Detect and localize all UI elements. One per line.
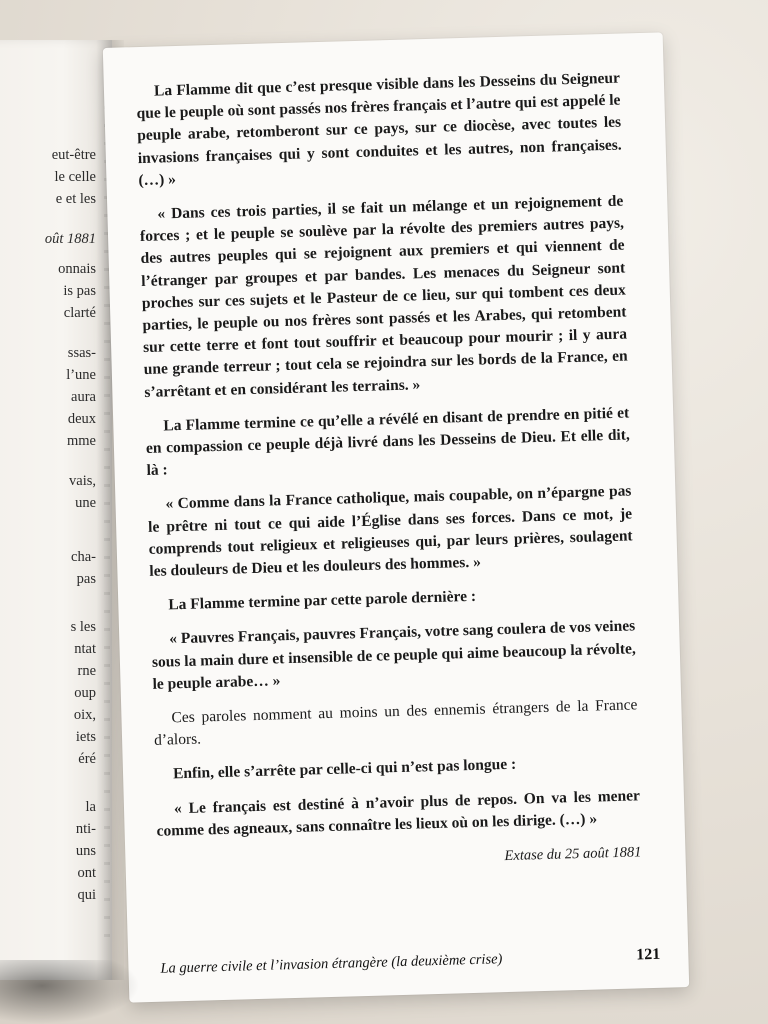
left-page-fragment: l’une (66, 367, 96, 383)
left-page-fragment: oup (74, 685, 96, 701)
paragraph: « Comme dans la France catholique, mais coupable, on n’épargne pas le prêtre ni tout ce qui aide l’Église dans ses forces. Dans ce mot, je comprends tout religieux et religieuses qui, par leurs prières, soulagent les douleurs de Dieu et les douleurs des hommes. » (147, 482, 633, 580)
paragraph: Ces paroles nomment au moins un des ennemis étrangers de la France d’alors. (153, 696, 638, 750)
paragraph: La Flamme termine ce qu’elle a révélé en disant de prendre en pitié et en compassion ce peuple déjà livré dans les Desseins de Dieu. Et elle dit, là : (145, 404, 631, 480)
left-page-fragment: ssas- (67, 345, 96, 361)
paragraph: La Flamme termine par cette parole dernière : (168, 588, 477, 614)
left-page-fragment: une (75, 495, 96, 511)
left-page-fragment: pas (76, 571, 96, 587)
left-page-fragment: is pas (63, 283, 96, 299)
left-page-fragment: oix, (73, 707, 96, 723)
left-page-fragment: uns (75, 843, 96, 859)
left-page-fragment: eut-être (51, 147, 96, 163)
running-title: La guerre civile et l’invasion étrangère (la deuxième crise) (160, 951, 503, 977)
left-page-fragment: s les (70, 619, 96, 635)
left-page-fragment: deux (67, 411, 96, 427)
paragraph: « Pauvres Français, pauvres Français, votre sang coulera de vos veines sous la main dure et insensible de ce peuple qui aime beaucoup la révolte, le peuple arabe… » (151, 617, 636, 693)
left-page-fragment: onnais (58, 261, 96, 277)
right-page (103, 32, 689, 1002)
paragraph: Enfin, elle s’arrête par celle-ci qui n’est pas longue : (172, 756, 517, 783)
left-page-fragment: e et les (55, 191, 96, 207)
hand-shadow (0, 960, 140, 1024)
left-page-fragment: ntat (74, 641, 96, 657)
left-page-fragment: rne (77, 663, 96, 679)
left-page-fragment: iets (75, 729, 96, 745)
left-page-fragment: oût 1881 (44, 231, 96, 247)
left-page-fragment: le celle (54, 169, 96, 185)
source-citation: Extase du 25 août 1881 (504, 844, 642, 865)
left-page-fragment: ont (77, 865, 96, 881)
left-page-fragment: qui (77, 887, 96, 903)
left-page-fragment: mme (67, 433, 96, 449)
left-page-fragment: clarté (63, 305, 96, 321)
left-page-fragment: nti- (75, 821, 96, 837)
left-page-fragment: vais, (69, 473, 96, 489)
left-page-fragment: aura (71, 389, 96, 405)
paragraph: « Dans ces trois parties, il se fait un mélange et un rejoignement de forces ; et le peuple se soulève par la révolte des premiers autres pays, des autres peuples qui se rejoignent aux premiers et qui viennent de l’étranger par groupes et par bandes. Les menaces du Seigneur sont proches sur ces sujets et le Pasteur de ce lieu, sur qui tombent ces deux parties, le peuple ou nos frères sont passés et les Arabes, qui retombent sur cette terre et font tout souffrir et beaucoup pour mourir ; il y aura une grande terreur ; tout cela se rejoindra sur les bords de la France, en s’arrêtant et en considérant les terrains. » (139, 192, 628, 401)
paragraph: La Flamme dit que c’est presque visible dans les Desseins du Seigneur que le peuple où sont passés nos frères français et l’autre qui est appelé le peuple arabe, retomberont sur ce pays, sur ce diocèse, avec toutes les invasions françaises qui y sont conduites et les autres, non françaises. (…) » (136, 69, 622, 189)
paragraph: « Le français est destiné à n’avoir plus de repos. On va les mener comme des agneaux, sans connaître les lieux où on les dirige. (…) » (156, 786, 641, 840)
page-body (136, 68, 642, 878)
page-footer (160, 946, 660, 978)
left-page-fragment: éré (78, 751, 96, 767)
page-number: 121 (636, 945, 661, 964)
left-page-fragment: cha- (71, 549, 96, 565)
left-page-fragment: la (85, 799, 96, 815)
